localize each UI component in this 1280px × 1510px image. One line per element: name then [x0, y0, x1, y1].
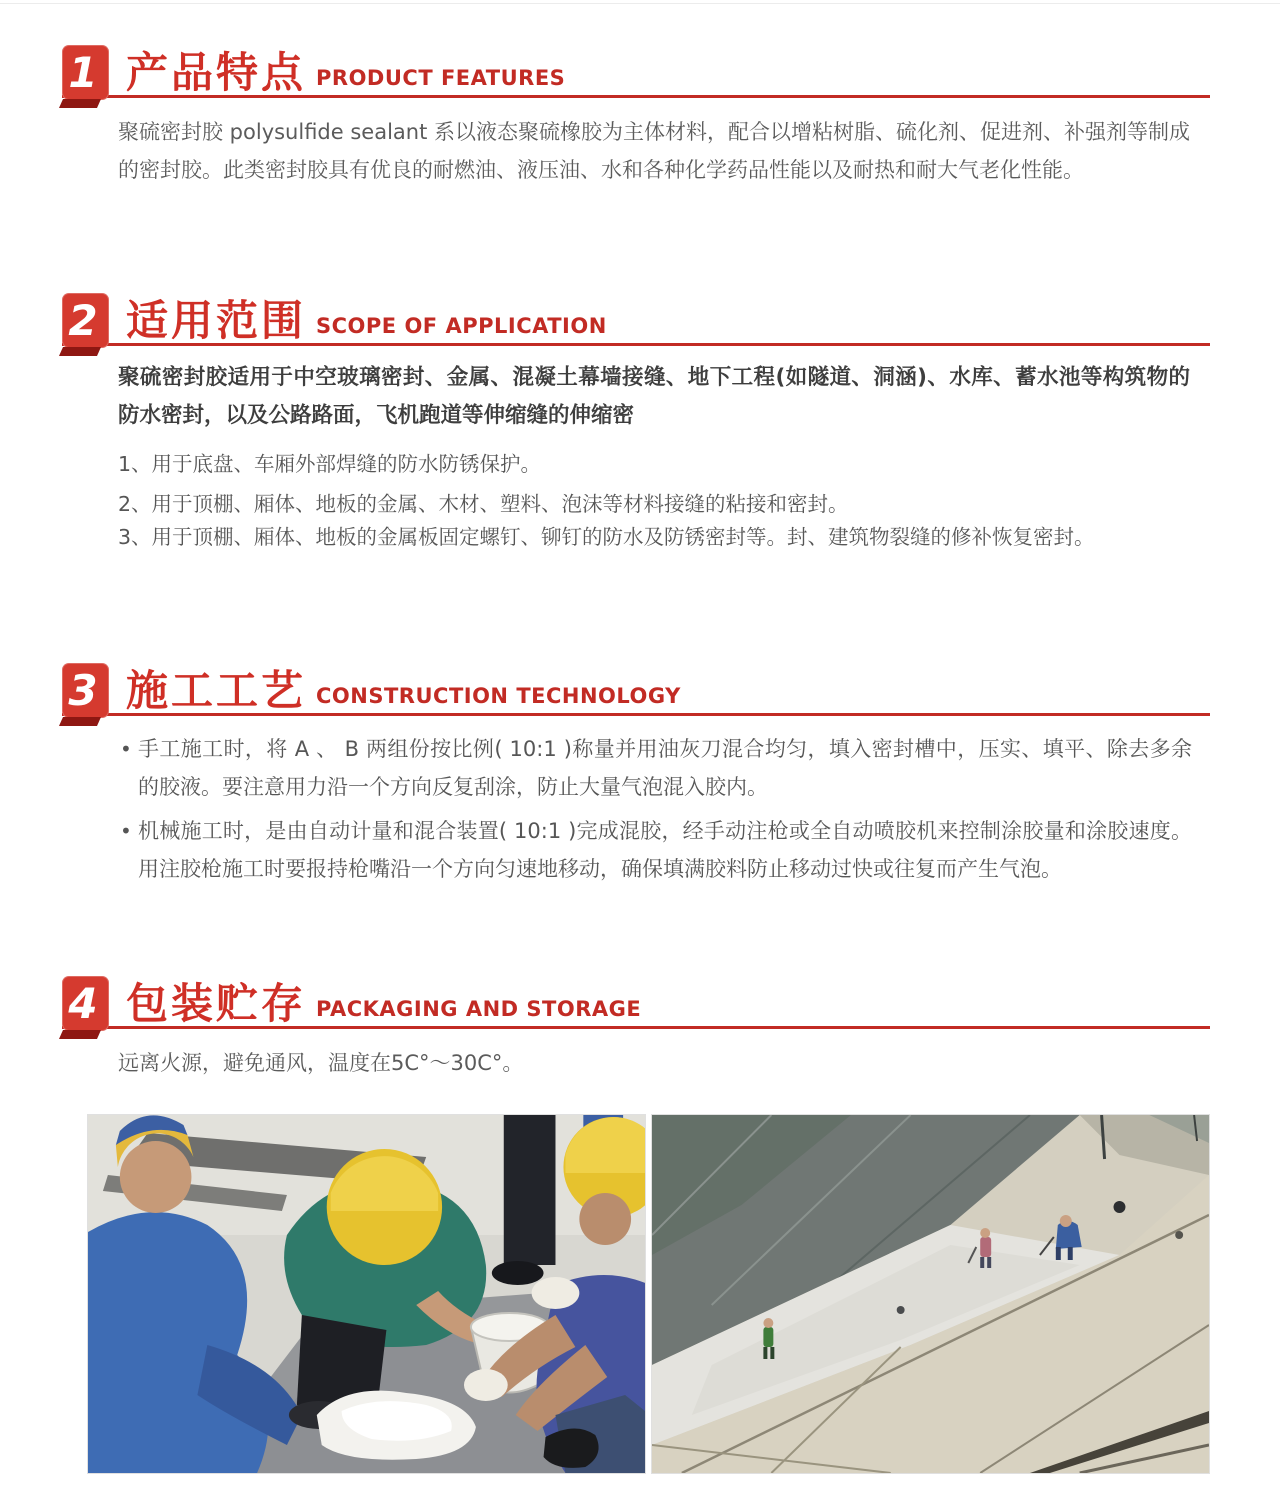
section2-title-zh: 适用范围 [126, 296, 307, 345]
section2-title-en: SCOPE OF APPLICATION [316, 314, 607, 338]
section2-lead-paragraph: 聚硫密封胶适用于中空玻璃密封、金属、混凝土幕墙接缝、地下工程(如隧道、洞涵)、水库、蓄水池等构筑物的防水密封，以及公路路面，飞机跑道等伸缩缝的伸缩密 [118, 365, 1190, 428]
section1-number-badge [62, 45, 109, 100]
section2-number-badge [62, 293, 109, 348]
section4-number: 4 [68, 978, 98, 1028]
section-product-features [62, 37, 1210, 189]
workers-photo-illustration [88, 1115, 645, 1473]
section1-header [62, 37, 1210, 98]
section3-number: 3 [68, 665, 98, 715]
bullet-item: • 机械施工时，是由自动计量和混合装置( 10:1 )完成混胶，经手动注枪或全自动喷胶机来控制涂胶量和涂胶速度。用注胶枪施工时要报持枪嘴沿一个方向匀速地移动，确保填满胶料防止移动过快或往复而产生气泡。 [138, 812, 1192, 888]
section3-header [62, 655, 1210, 716]
section4-paragraph: 远离火源，避免通风，温度在5C°～30C°。 [118, 1051, 524, 1075]
dam-slope-photo-illustration [652, 1115, 1209, 1473]
photo-row [87, 1114, 1210, 1474]
section-packaging-and-storage [62, 968, 1210, 1082]
page-top-rule [0, 3, 1280, 4]
list-item: 2、用于顶棚、厢体、地板的金属、木材、塑料、泡沫等材料接缝的粘接和密封。 [118, 492, 849, 516]
section1-paragraph: 聚硫密封胶 polysulfide sealant 系以液态聚硫橡胶为主体材料，配合以增粘树脂、硫化剂、促进剂、补强剂等制成的密封胶。此类密封胶具有优良的耐燃油、液压油、水和各种化学药品性能以及耐热和耐大气老化性能。 [118, 120, 1191, 182]
section1-title-en: PRODUCT FEATURES [316, 66, 566, 90]
section2-header [62, 285, 1210, 346]
concrete-dam-slope-photo [651, 1114, 1210, 1474]
section-scope-of-application [62, 285, 1210, 549]
section4-title-zh: 包装贮存 [126, 979, 307, 1028]
list-item: 1、用于底盘、车厢外部焊缝的防水防锈保护。 [118, 452, 542, 476]
section2-number: 2 [68, 295, 98, 345]
list-item: 3、用于顶棚、厢体、地板的金属板固定螺钉、铆钉的防水及防锈密封等。封、建筑物裂缝的修补恢复密封。 [118, 525, 1095, 549]
workers-applying-sealant-photo [87, 1114, 646, 1474]
section-construction-technology [62, 655, 1210, 888]
bullet-item: • 手工施工时，将 A 、 B 两组份按比例( 10:1 )称量并用油灰刀混合均匀，填入密封槽中，压实、填平、除去多余的胶液。要注意用力沿一个方向反复刮涂，防止大量气泡混入胶内。 [138, 730, 1192, 806]
section4-header [62, 968, 1210, 1029]
section3-title-en: CONSTRUCTION TECHNOLOGY [316, 684, 681, 708]
section4-title-en: PACKAGING AND STORAGE [316, 997, 642, 1021]
section1-title-zh: 产品特点 [126, 48, 307, 97]
section2-numbered-list [62, 452, 1210, 549]
section1-number: 1 [68, 47, 98, 97]
section3-number-badge [62, 663, 109, 718]
section4-number-badge [62, 976, 109, 1031]
section3-title-zh: 施工工艺 [126, 666, 307, 715]
section3-bullet-list [138, 730, 1192, 888]
